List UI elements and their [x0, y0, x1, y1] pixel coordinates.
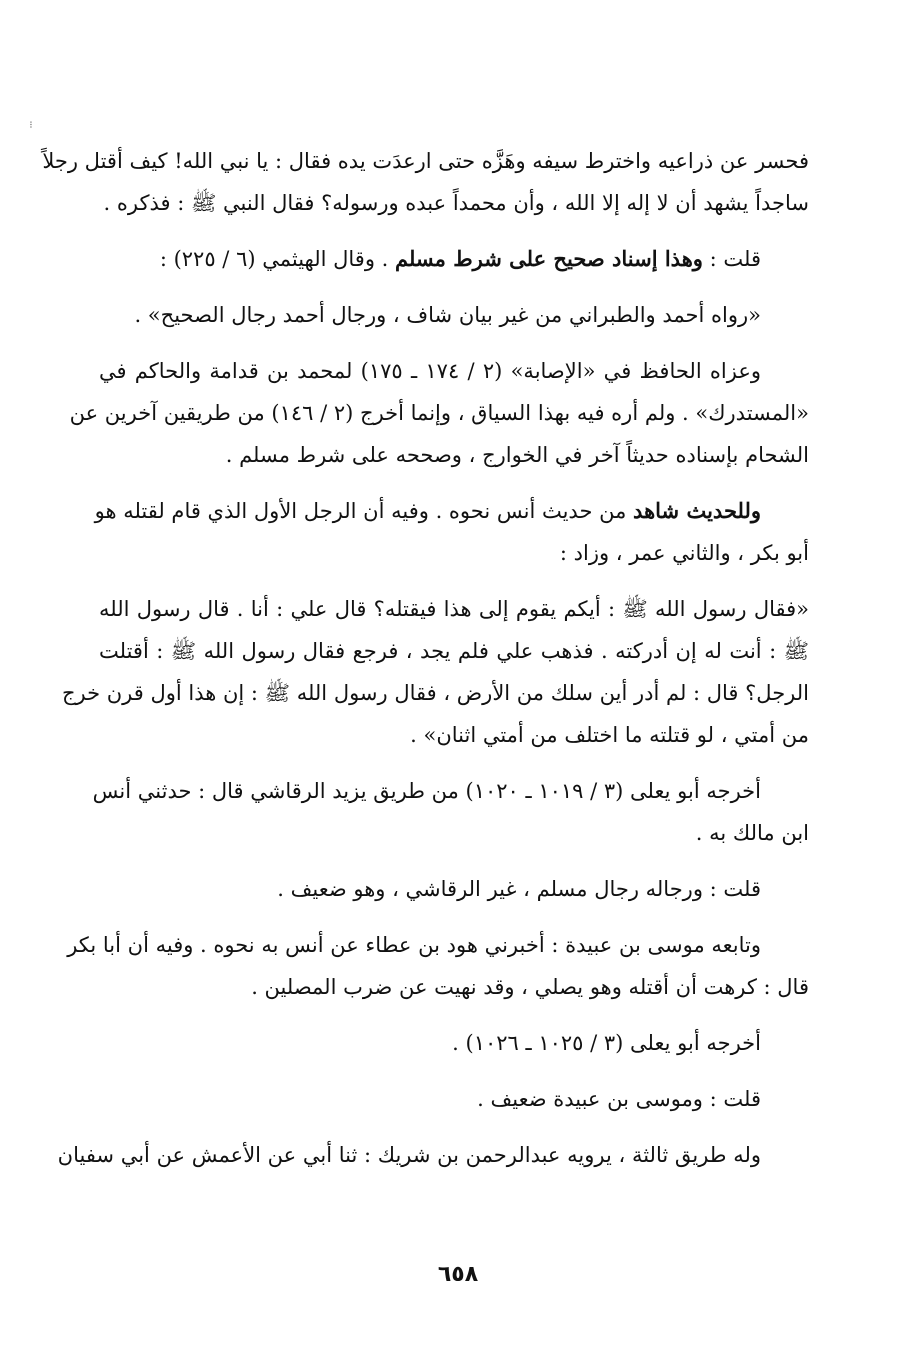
text-line: وتابعه موسى بن عبيدة : أخبرني هود بن عطاء عن أنس به نحوه . وفيه أن أبا بكر	[67, 933, 761, 957]
text-rest: من حديث أنس نحوه . وفيه أن الرجل الأول الذي قام لقتله هو	[94, 499, 627, 523]
text-rest: . وقال الهيثمي (٦ / ٢٢٥) :	[159, 247, 389, 271]
text-lead: قلت :	[709, 247, 761, 271]
paragraph	[57, 1134, 809, 1176]
paragraph	[99, 1078, 809, 1120]
text-line: «المستدرك» . ولم أره فيه بهذا السياق ، وإنما أخرج (٢ / ١٤٦) من طريقين آخرين عن	[69, 401, 809, 425]
page-body	[42, 140, 809, 1176]
paragraph	[69, 350, 809, 476]
paragraph	[92, 770, 809, 854]
text-line: قال : كرهت أن أقتله وهو يصلي ، وقد نهيت عن ضرب المصلين .	[251, 975, 809, 999]
text-line: قلت : ورجاله رجال مسلم ، غير الرقاشي ، وهو ضعيف .	[277, 877, 761, 901]
paragraph	[99, 294, 809, 336]
text-line: وعزاه الحافظ في «الإصابة» (٢ / ١٧٤ ـ ١٧٥) لمحمد بن قدامة والحاكم في	[99, 359, 762, 383]
text-line: أخرجه أبو يعلى (٣ / ١٠٢٥ ـ ١٠٢٦) .	[452, 1031, 761, 1055]
text-line	[99, 238, 809, 280]
paragraph	[99, 868, 809, 910]
text-line: الرجل؟ قال : لم أدر أين سلك من الأرض ، فقال رسول الله ﷺ : إن هذا أول قرن خرج	[61, 681, 809, 705]
text-line: «فقال رسول الله ﷺ : أيكم يقوم إلى هذا فيقتله؟ قال علي : أنا . قال رسول الله	[99, 597, 809, 621]
text-line: أخرجه أبو يعلى (٣ / ١٠١٩ ـ ١٠٢٠) من طريق يزيد الرقاشي قال : حدثني أنس	[92, 779, 761, 803]
paragraph	[99, 1022, 809, 1064]
paragraph	[99, 238, 809, 280]
page-number: ٦٥٨	[437, 1262, 479, 1287]
text-line: وله طريق ثالثة ، يرويه عبدالرحمن بن شريك : ثنا أبي عن الأعمش عن أبي سفيان	[57, 1143, 761, 1167]
paragraph	[67, 924, 809, 1008]
text-line: قلت : وموسى بن عبيدة ضعيف .	[477, 1087, 761, 1111]
text-line: ساجداً يشهد أن لا إله إلا الله ، وأن محمداً عبده ورسوله؟ فقال النبي ﷺ : فذكره .	[103, 191, 809, 215]
bold-text: وهذا إسناد صحيح على شرط مسلم	[395, 246, 703, 271]
margin-mark: ⁝	[29, 120, 33, 131]
text-line: من أمتي ، لو قتلته ما اختلف من أمتي اثنان» .	[410, 723, 809, 747]
text-line: الشحام بإسناده حديثاً آخر في الخوارج ، وصححه على شرط مسلم .	[225, 443, 809, 467]
text-line: فحسر عن ذراعيه واخترط سيفه وهَزَّه حتى ارعدَت يده فقال : يا نبي الله! كيف أقتل رجلاً	[42, 149, 809, 173]
text-line	[94, 490, 809, 532]
text-line: ابن مالك به .	[695, 821, 809, 845]
text-line: أبو بكر ، والثاني عمر ، وزاد :	[559, 541, 809, 565]
text-line: ﷺ : أنت له إن أدركته . فذهب علي فلم يجد ، فرجع فقال رسول الله ﷺ : أقتلت	[99, 639, 809, 663]
bold-text: وللحديث شاهد	[633, 498, 761, 523]
paragraph	[94, 490, 809, 574]
paragraph	[42, 140, 809, 224]
text-line: «رواه أحمد والطبراني من غير بيان شاف ، ورجال أحمد رجال الصحيح» .	[134, 303, 761, 327]
paragraph	[61, 588, 809, 756]
